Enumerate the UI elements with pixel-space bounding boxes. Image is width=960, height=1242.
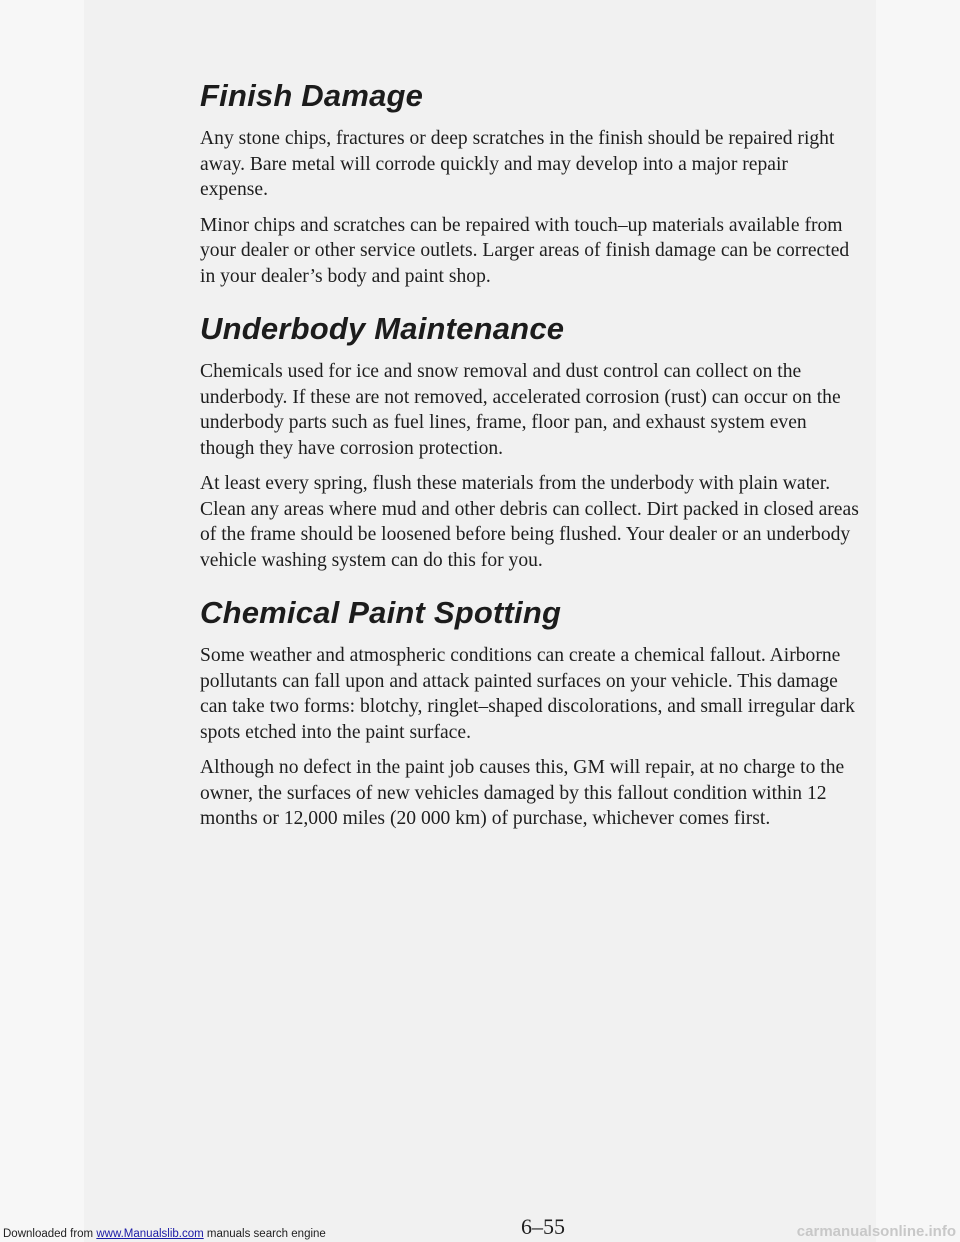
page-number: 6–55	[521, 1214, 565, 1239]
section-chemical-paint-spotting	[200, 595, 860, 832]
section-underbody-maintenance	[200, 311, 860, 573]
section-finish-damage	[200, 78, 860, 289]
paragraph: Minor chips and scratches can be repaired with touch–up materials available from your dealer or other service outlets. Larger areas of finish damage can be corrected in your dealer’s body and paint shop.	[200, 214, 850, 287]
paragraph: Chemicals used for ice and snow removal and dust control can collect on the underbody. If these are not removed, accelerated corrosion (rust) can occur on the underbody parts such as fuel lines, frame, floor pan, and exhaust system even though they have corrosion protection.	[200, 361, 841, 459]
footer-suffix: manuals search engine	[203, 1228, 326, 1240]
manualslib-link[interactable]: www.Manualslib.com	[96, 1228, 204, 1240]
footer-prefix: Downloaded from	[3, 1228, 97, 1240]
paragraph: Some weather and atmospheric conditions can create a chemical fallout. Airborne pollutants can fall upon and attack painted surfaces on your vehicle. This damage can take two forms: blotchy, ringlet–shaped discolorations, and small irregular dark spots etched into the paint surface.	[200, 645, 855, 743]
watermark: carmanualsonline.info	[796, 1223, 956, 1240]
download-footer	[3, 1228, 326, 1240]
page-content	[200, 78, 860, 842]
heading-finish-damage: Finish Damage	[200, 78, 424, 113]
paragraph: At least every spring, flush these materials from the underbody with plain water. Clean any areas where mud and other debris can collect. Dirt packed in closed areas of the frame should be loosened before being flushed. Your dealer or an underbody vehicle washing system can do this for you.	[200, 473, 859, 571]
paragraph: Although no defect in the paint job causes this, GM will repair, at no charge to the owner, the surfaces of new vehicles damaged by this fallout condition within 12 months or 12,000 miles (20 000 km) of purchase, whichever comes first.	[200, 757, 845, 829]
paragraph: Any stone chips, fractures or deep scratches in the finish should be repaired right away. Bare metal will corrode quickly and may develop into a major repair expense.	[200, 128, 835, 200]
heading-chemical-paint-spotting: Chemical Paint Spotting	[200, 595, 562, 630]
heading-underbody-maintenance: Underbody Maintenance	[200, 311, 565, 346]
